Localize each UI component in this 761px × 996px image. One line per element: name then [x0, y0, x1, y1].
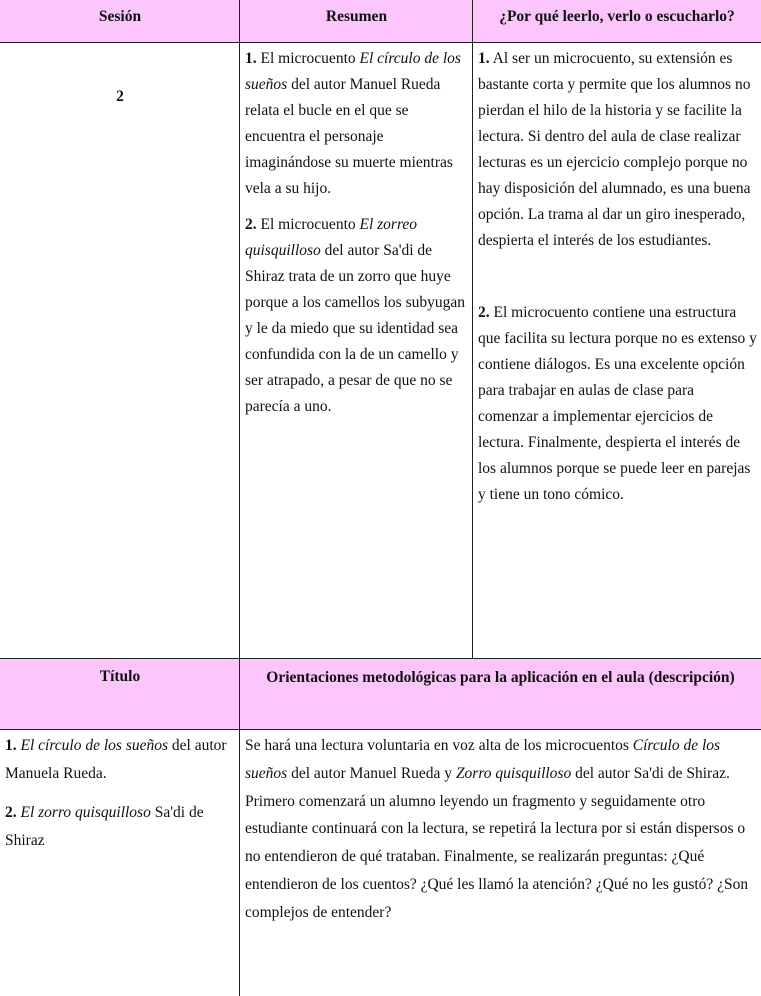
header-titulo-cell [0, 659, 240, 729]
titulo-item-2: 2. El zorro quisquilloso Sa'di de Shiraz [5, 804, 204, 849]
session-number: 2 [116, 88, 124, 105]
header-sesion-cell [0, 0, 240, 42]
resumen-item-1: 1. El microcuento El círculo de los sueños del autor Manuel Rueda relata el bucle en el que se encuentra el personaje imaginándose su muerte mientras vela a su hijo. [245, 50, 461, 197]
header-titulo: Título [99, 668, 141, 685]
porque-item-1: 1. Al ser un microcuento, su extensión es bastante corta y permite que los alumnos no pierdan el hilo de la historia y se facilite la lectura. Si dentro del aula de clase realizar lecturas es un ejercicio complejo porque no hay disposición del alumnado, es una buena opción. La trama al dar un giro inesperado, despierta el interés de los estudiantes. [478, 50, 751, 249]
header-resumen: Resumen [325, 8, 388, 25]
story-title: Círculo de los sueños [245, 737, 721, 782]
header-orientaciones-cell [240, 659, 761, 729]
header-resumen-cell [240, 0, 473, 42]
methodology-description: Se hará una lectura voluntaria en voz alta de los microcuentos Círculo de los sueños del autor Manuel Rueda y Zorro quisquilloso del autor Sa'di de Shiraz. Primero comenzará un alumno leyendo un fragmento y seguidamente otro estudiante continuará con la lectura, se repetirá la lectura por si están dispersos o no entendieron de qué trataban. Finalmente, se realizarán preguntas: ¿Qué entendieron de los cuentos? ¿Qué les llamó la atención? ¿Qué no les gustó? ¿Son complejos de entender? [245, 737, 749, 921]
header-orientaciones: Orientaciones metodológicas para la aplicación en el aula (descripción) [266, 669, 735, 686]
header-porque-cell [473, 0, 761, 42]
vertical-rule [472, 0, 473, 659]
story-title: El círculo de los sueños [245, 50, 461, 93]
header-porque: ¿Por qué leerlo, verlo o escucharlo? [499, 8, 735, 25]
porque-cell [478, 46, 757, 508]
story-title: El zorro quisquilloso [20, 804, 151, 821]
horizontal-rule [0, 729, 761, 730]
story-title: El zorreo quisquilloso [245, 216, 418, 259]
porque-item-2: 2. El microcuento contiene una estructura que facilita su lectura porque no es extenso y contiene diálogos. Es una excelente opción para trabajar en aulas de clase para comenzar a implementar ejercicios de lectura. Finalmente, despierta el interés de los alumnos porque se puede leer en parejas y tiene un tono cómico. [478, 304, 757, 503]
resumen-cell [245, 46, 469, 420]
story-title: El círculo de los sueños [20, 737, 169, 754]
titulo-item-1: 1. El círculo de los sueños del autor Manuela Rueda. [5, 737, 227, 782]
vertical-rule [239, 0, 240, 996]
description-cell [245, 732, 757, 927]
resumen-item-2: 2. El microcuento El zorreo quisquilloso del autor Sa'di de Shiraz trata de un zorro que huye porque a los camellos los subyugan y le da miedo que su identidad sea confundida con la de un camello y ser atrapado, a pesar de que no se parecía a uno. [245, 216, 465, 415]
story-title: Zorro quisquilloso [455, 764, 572, 782]
titulo-cell [5, 732, 237, 855]
horizontal-rule [0, 658, 761, 659]
horizontal-rule [0, 42, 761, 43]
header-sesion: Sesión [98, 8, 142, 25]
